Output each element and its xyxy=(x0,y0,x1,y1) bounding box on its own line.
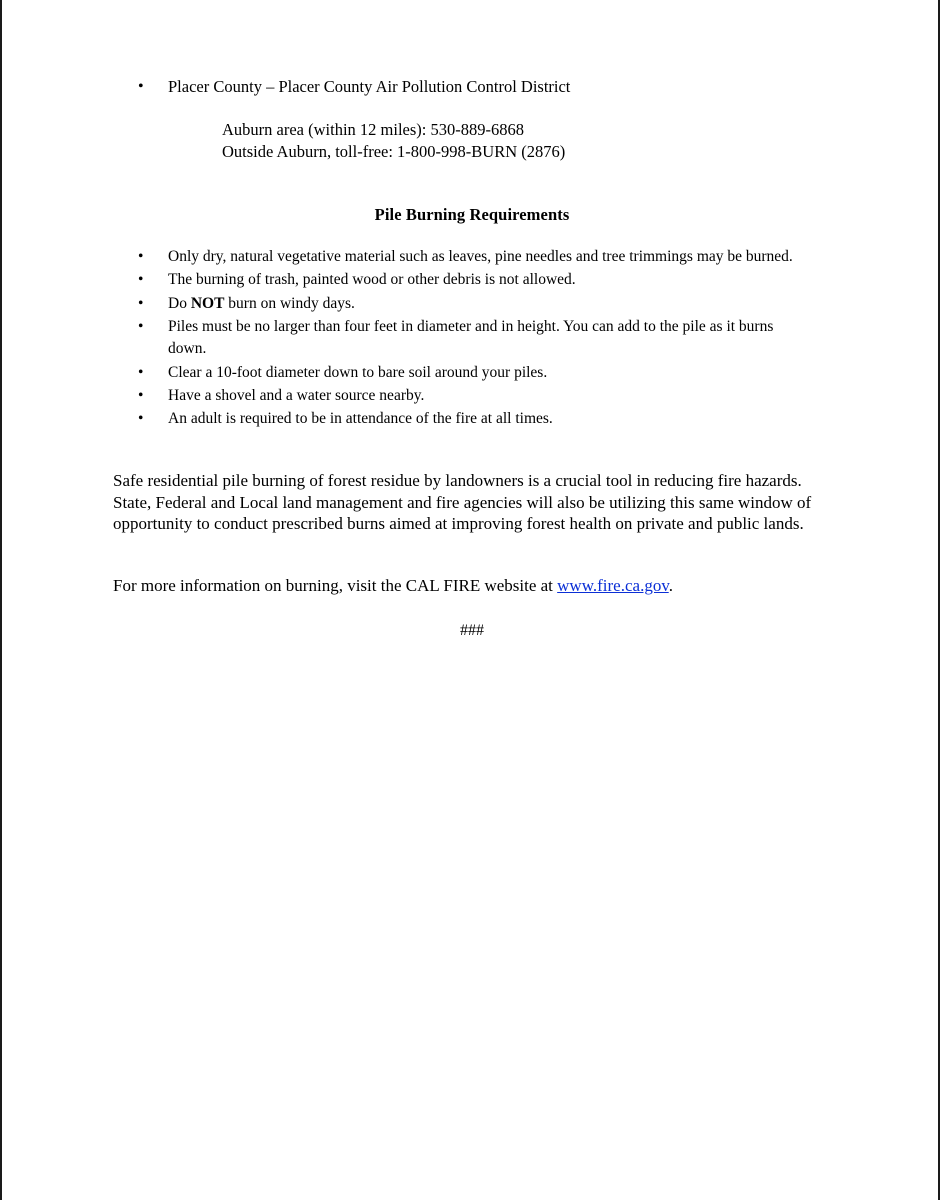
requirement-text: The burning of trash, painted wood or other debris is not allowed. xyxy=(168,271,576,289)
requirement-text-after: burn on windy days. xyxy=(224,294,355,312)
more-info-text: For more information on burning, visit the CAL FIRE website at xyxy=(113,576,558,595)
contact-line-auburn: Auburn area (within 12 miles): 530-889-6868 xyxy=(222,120,524,139)
bullet-marker: • xyxy=(138,78,144,95)
bullet-marker: • xyxy=(138,386,144,404)
list-item xyxy=(2,76,938,98)
cal-fire-website-link[interactable]: www.fire.ca.gov xyxy=(557,576,669,595)
more-info-paragraph xyxy=(113,575,825,597)
requirement-text: Have a shovel and a water source nearby. xyxy=(168,386,425,404)
safe-burning-paragraph: Safe residential pile burning of forest residue by landowners is a crucial tool in reducing fire hazards. State, Federal and Local land management and fire agencies will also be utilizing this same window of opportunity to conduct prescribed burns aimed at improving forest health on private and public lands. xyxy=(113,471,812,533)
bullet-marker: • xyxy=(138,317,144,335)
requirement-text: Only dry, natural vegetative material such as leaves, pine needles and tree trimmings may be burned. xyxy=(168,248,793,265)
requirement-text-before: Do xyxy=(168,294,191,312)
list-item xyxy=(2,408,940,431)
list-item xyxy=(2,246,940,269)
bullet-marker: • xyxy=(138,271,144,289)
more-info-period: . xyxy=(668,576,673,595)
list-item xyxy=(2,293,940,316)
requirements-list xyxy=(2,246,940,432)
county-entry-title: Placer County – Placer County Air Pollution Control District xyxy=(168,77,571,96)
bullet-marker: • xyxy=(138,410,144,428)
list-item xyxy=(2,362,940,385)
contact-lines xyxy=(222,119,565,163)
requirement-text: Clear a 10-foot diameter down to bare soil around your piles. xyxy=(168,363,548,381)
county-entry xyxy=(2,76,938,98)
end-mark: ### xyxy=(460,622,484,639)
section-heading: Pile Burning Requirements xyxy=(374,205,570,224)
list-item xyxy=(2,269,940,292)
bullet-marker: • xyxy=(138,248,144,265)
requirement-text xyxy=(168,293,808,316)
bullet-marker: • xyxy=(138,294,144,312)
list-item xyxy=(2,385,940,408)
list-item xyxy=(2,316,940,361)
requirement-text: Piles must be no larger than four feet in diameter and in height. You can add to the pile as it burns down. xyxy=(168,317,774,358)
requirement-text: An adult is required to be in attendance of the fire at all times. xyxy=(168,410,553,428)
contact-line-toll-free: Outside Auburn, toll-free: 1-800-998-BURN (2876) xyxy=(222,142,566,161)
bullet-marker: • xyxy=(138,363,144,381)
emphasis-not: NOT xyxy=(190,294,225,312)
